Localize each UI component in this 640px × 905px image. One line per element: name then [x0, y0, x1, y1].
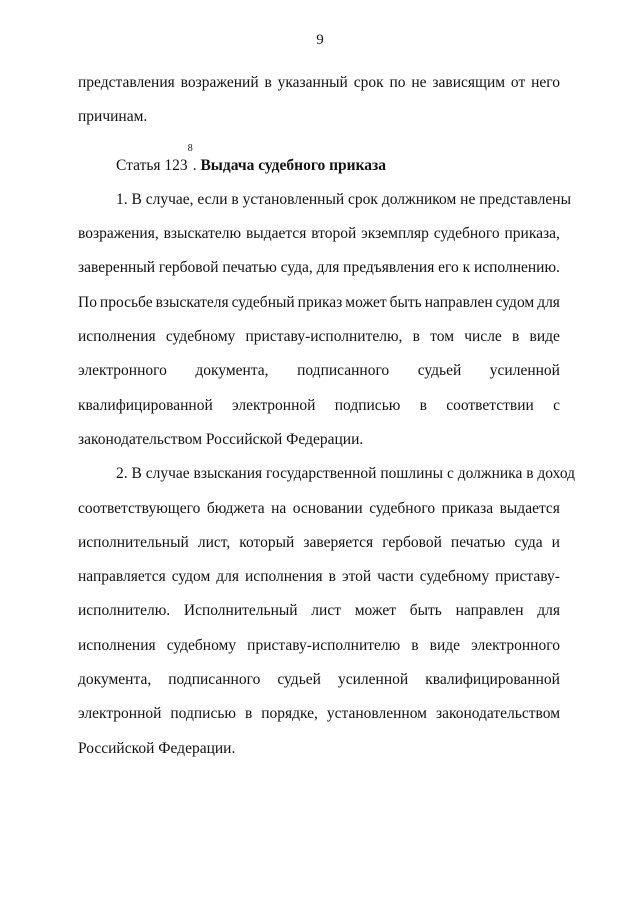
word: гербовой: [158, 259, 219, 277]
word: судебный: [231, 293, 295, 311]
word: судебного: [433, 225, 500, 243]
word: выдается: [245, 225, 307, 243]
word: соответствии: [446, 396, 534, 414]
word: второй: [311, 225, 357, 243]
word: подписанного: [297, 362, 390, 380]
word: исполнения: [245, 568, 323, 586]
word: заверенный: [78, 259, 156, 277]
word: подписью: [170, 705, 236, 723]
word: электронной: [78, 705, 162, 723]
word: законодательством: [435, 705, 560, 723]
word: для: [537, 293, 560, 311]
word: судебному: [165, 328, 236, 346]
word: к: [462, 259, 471, 277]
word: судебному: [166, 636, 237, 654]
word: и: [551, 533, 560, 551]
word: на: [271, 499, 287, 517]
word: числе: [464, 328, 502, 346]
word: может: [354, 602, 397, 620]
word: порядке,: [261, 705, 318, 723]
word: направлен: [455, 602, 524, 620]
word: исполнения: [78, 328, 156, 346]
word: По: [78, 293, 97, 311]
text-line: [78, 732, 560, 766]
word: может: [345, 293, 387, 311]
word: с: [553, 396, 560, 414]
text-line: [78, 560, 560, 594]
text-line: [78, 492, 560, 526]
word: для: [216, 568, 240, 586]
word: в: [412, 328, 420, 346]
word: этой: [341, 568, 372, 586]
word: электронной: [232, 396, 316, 414]
word: исполнению.: [473, 259, 560, 277]
body-text: [78, 66, 576, 766]
text-line: [78, 629, 560, 663]
word: усиленной: [337, 671, 409, 689]
word: в: [512, 328, 520, 346]
word: судебного: [369, 499, 436, 517]
word: в: [419, 396, 427, 414]
word: электронного: [471, 636, 560, 654]
word: Исполнительный: [183, 602, 298, 620]
text-line: [78, 526, 560, 560]
word: части: [377, 568, 414, 586]
continuation-text: [78, 66, 560, 135]
text-line: [78, 389, 560, 423]
word: приказ: [297, 293, 343, 311]
word: бюджета: [206, 499, 265, 517]
text-line: [78, 663, 560, 697]
text-line: [78, 423, 560, 457]
word: виде: [529, 328, 560, 346]
word: быть: [389, 293, 422, 311]
word: суда,: [280, 259, 313, 277]
article-heading: [78, 142, 560, 183]
word: экземпляр: [361, 225, 429, 243]
word: зависящим: [432, 74, 506, 91]
word: гербовой: [382, 533, 442, 551]
word: него: [531, 74, 560, 91]
word: заверяется: [303, 533, 374, 551]
word: документа,: [195, 362, 269, 380]
word: приказа,: [504, 225, 560, 243]
word: виде: [429, 636, 461, 654]
word: законодательством Российской Федерации.: [78, 430, 364, 448]
article-title: Выдача судебного приказа: [200, 156, 386, 174]
word: квалифицированной: [425, 671, 560, 689]
word: печатью: [450, 533, 506, 551]
word: том: [430, 328, 455, 346]
text-line: [78, 354, 560, 388]
word: в: [328, 568, 336, 586]
word: Российской Федерации.: [78, 739, 236, 757]
word: соответствующего: [78, 499, 201, 517]
word: приставу-исполнителю: [247, 636, 401, 654]
page-number: 9: [316, 32, 324, 48]
word: не: [411, 74, 427, 91]
word: квалифицированной: [78, 396, 213, 414]
word: документа,: [78, 671, 152, 689]
word: судебному: [419, 568, 490, 586]
text-line: [78, 251, 560, 285]
paragraph-2: [78, 457, 576, 766]
word: быть: [409, 602, 442, 620]
word: исполнителю.: [78, 602, 171, 620]
article-number-dot: .: [192, 156, 197, 174]
word: для: [316, 259, 340, 277]
word: судьей: [417, 362, 462, 380]
word: приставу-исполнителю,: [245, 328, 403, 346]
word: подписью: [334, 396, 401, 414]
word: 1. В случае, если в установленный срок должником не представлены: [116, 190, 571, 208]
word: лист,: [197, 533, 231, 551]
text-line: [78, 100, 560, 134]
word: подписанного: [168, 671, 261, 689]
word: установленном: [326, 705, 427, 723]
word: взыскателя: [155, 293, 229, 311]
text-line: [78, 594, 560, 628]
word: от: [510, 74, 526, 91]
word: возражений: [180, 74, 259, 91]
article-number: Статья 123: [116, 156, 188, 174]
word: в: [264, 74, 272, 91]
word: просьбе: [99, 293, 153, 311]
word: исполнения: [78, 636, 156, 654]
article-number-superscript: 8: [187, 142, 193, 154]
word: причинам.: [78, 108, 148, 126]
text-line: [78, 457, 576, 491]
word: суда: [514, 533, 543, 551]
word: основании: [292, 499, 363, 517]
word: электронного: [78, 362, 167, 380]
word: срок: [353, 74, 384, 91]
word: в: [411, 636, 419, 654]
word: судом: [171, 568, 211, 586]
word: предъявления: [343, 259, 435, 277]
word: 2. В случае взыскания государственной пошлины с должника в доход: [116, 465, 576, 483]
text-line: [78, 66, 560, 100]
word: возражения,: [78, 225, 159, 243]
word: выдается: [499, 499, 560, 517]
word: направляется: [78, 568, 166, 586]
word: указанный: [277, 74, 348, 91]
word: взыскателю: [163, 225, 242, 243]
word: лист: [311, 602, 341, 620]
word: приставу-: [495, 568, 560, 586]
text-line: [78, 697, 560, 731]
word: для: [537, 602, 560, 620]
word: направлен: [424, 293, 493, 311]
word: по: [389, 74, 406, 91]
word: печатью: [222, 259, 277, 277]
text-line: [78, 320, 560, 354]
word: усиленной: [489, 362, 560, 380]
word: судьей: [277, 671, 321, 689]
text-line: [78, 286, 560, 320]
word: приказа: [441, 499, 494, 517]
word: судом: [495, 293, 535, 311]
paragraph-1: [78, 183, 571, 457]
word: исполнительный: [78, 533, 189, 551]
word: его: [438, 259, 459, 277]
word: представления: [78, 74, 175, 91]
word: который: [239, 533, 295, 551]
text-line: [78, 183, 571, 217]
text-line: [78, 217, 560, 251]
word: в: [244, 705, 253, 723]
